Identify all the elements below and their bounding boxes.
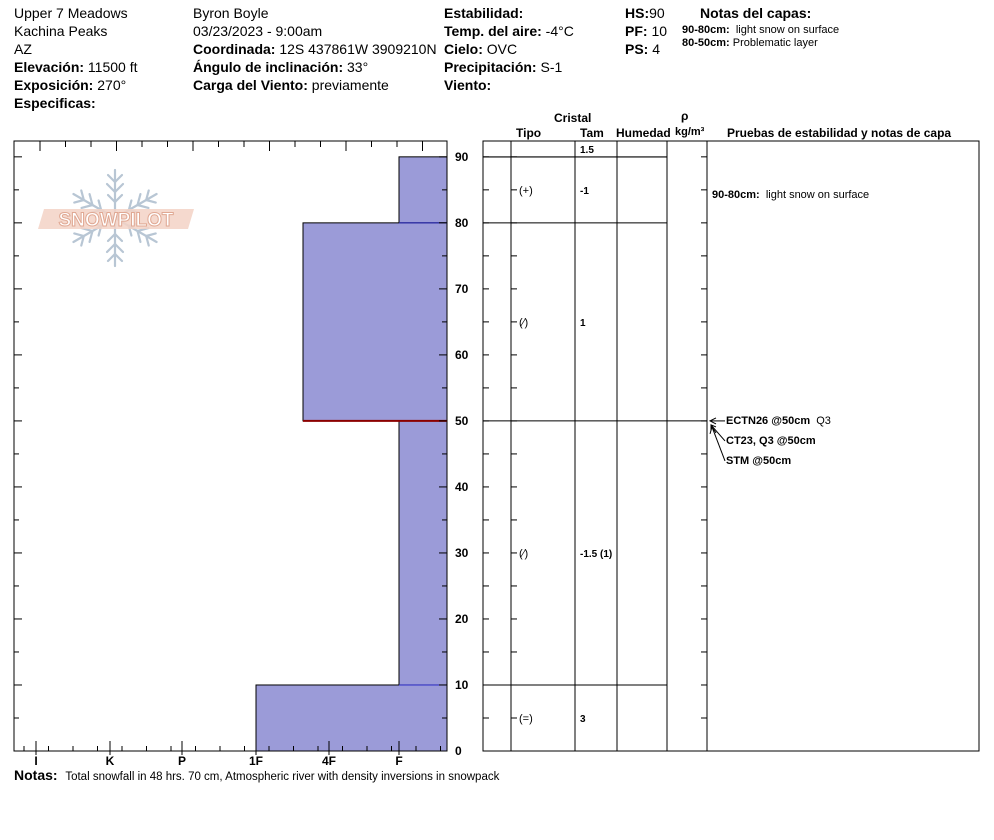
col-header-tipo: Tipo (516, 126, 542, 140)
ps-label: PS: (625, 41, 649, 57)
wind-load-value: previamente (311, 77, 389, 93)
hardness-label: F (395, 754, 403, 768)
stability-test-stm: STM @50cm (726, 455, 792, 467)
layer-note-85 (712, 189, 869, 202)
hardness-bar (399, 157, 447, 223)
hardness-label: I (34, 754, 38, 768)
sky-value: OVC (486, 41, 518, 57)
stability-test-ectn-extra: Q3 (816, 415, 831, 427)
hardness-label: 1F (248, 754, 264, 768)
layer-note-1-range: 90-80cm: (682, 24, 730, 36)
stability-test-ectn-bold: ECTN26 @50cm (726, 415, 811, 427)
coord-label: Coordinada: (193, 41, 276, 57)
layer-note-85-range: 90-80cm: (712, 189, 760, 201)
layer-rows (519, 185, 612, 725)
ps-value: 4 (652, 41, 661, 57)
layer-note-2-range: 80-50cm: (682, 37, 730, 49)
pf-value: 10 (651, 23, 668, 39)
elevation-label: Elevación: (14, 59, 85, 75)
col-header-tests: Pruebas de estabilidad y notas de capa (727, 126, 952, 140)
elevation-value: 11500 ft (87, 59, 138, 75)
hardness-label: P (177, 754, 187, 768)
hardness-bars (256, 157, 447, 751)
sky-label: Cielo: (444, 41, 483, 57)
table-ticks (483, 157, 707, 751)
col-header-rho: ρ (681, 109, 689, 123)
layer-type: (⁄) (519, 316, 529, 329)
layer-size: 1 (580, 317, 586, 329)
col-header-humedad: Humedad (616, 126, 671, 140)
depth-label: 90 (455, 149, 469, 164)
layer-type: (=) (519, 712, 533, 725)
location: Upper 7 Meadows (14, 5, 128, 21)
depth-label: 70 (455, 281, 469, 296)
top-size-label: 1.5 (580, 145, 594, 156)
col-header-tam: Tam (580, 126, 604, 140)
layer-type: (+) (519, 184, 533, 197)
slope-value: 33° (347, 59, 369, 75)
hardness-bar (256, 685, 447, 751)
depth-label: 40 (455, 479, 469, 494)
wind-load-label: Carga del Viento: (193, 77, 308, 93)
hardness-bar (303, 223, 447, 421)
coord-value: 12S 437861W 3909210N (279, 41, 437, 57)
arrow-stm (712, 427, 725, 461)
depth-label: 10 (455, 677, 469, 692)
stability-label: Estabilidad: (444, 5, 524, 21)
footer-notes-label: Notas: (14, 767, 58, 783)
layer-size: -1.5 (1) (580, 548, 613, 560)
layer-note-2-text: Problematic layer (732, 37, 818, 49)
hs-label: HS: (625, 5, 650, 21)
logo-text: SNOWPILOT (58, 210, 174, 231)
depth-label: 30 (455, 545, 469, 560)
layer-note-85-text: light snow on surface (765, 189, 870, 201)
observer: Byron Boyle (193, 5, 269, 21)
state: AZ (14, 41, 32, 57)
depth-label: 80 (455, 215, 469, 230)
depth-label: 60 (455, 347, 469, 362)
exposure-value: 270° (97, 77, 127, 93)
footer-notes-text: Total snowfall in 48 hrs. 70 cm, Atmospheric river with density inversions in snowpack (65, 771, 500, 783)
depth-label: 20 (455, 611, 469, 626)
hs-value: 90 (649, 5, 665, 21)
arrow-ct (711, 425, 725, 441)
hardness-label: 4F (321, 754, 337, 768)
datetime: 03/23/2023 - 9:00am (193, 23, 323, 39)
slope-label: Ángulo de inclinación: (193, 59, 344, 75)
exposure-label: Exposición: (14, 77, 94, 93)
mountain-range: Kachina Peaks (14, 23, 108, 39)
wind-label: Viento: (444, 77, 492, 93)
precip-label: Precipitación: (444, 59, 537, 75)
layer-boundaries (483, 157, 707, 685)
air-temp-label: Temp. del aire: (444, 23, 542, 39)
depth-label: 0 (455, 744, 462, 758)
air-temp-value: -4°C (545, 23, 574, 39)
layer-note-1-text: light snow on surface (735, 24, 840, 36)
col-header-cristal: Cristal (554, 111, 592, 125)
stability-test-ectn (726, 415, 831, 428)
specifics-label: Especificas: (14, 95, 96, 111)
precip-value: S-1 (540, 59, 563, 75)
layer-size: 3 (580, 713, 586, 725)
layer-notes-title: Notas del capas: (700, 5, 812, 21)
layer-type: (⁄) (519, 547, 529, 560)
layer-size: -1 (580, 185, 589, 197)
depth-label: 50 (455, 413, 469, 428)
col-header-density-unit: kg/m³ (675, 126, 705, 138)
stability-test-ct: CT23, Q3 @50cm (726, 435, 816, 447)
stability-test-arrows (710, 418, 725, 461)
hardness-label: K (105, 754, 115, 768)
pf-label: PF: (625, 23, 648, 39)
top-ticks (40, 141, 423, 151)
footer-notes (14, 767, 499, 784)
